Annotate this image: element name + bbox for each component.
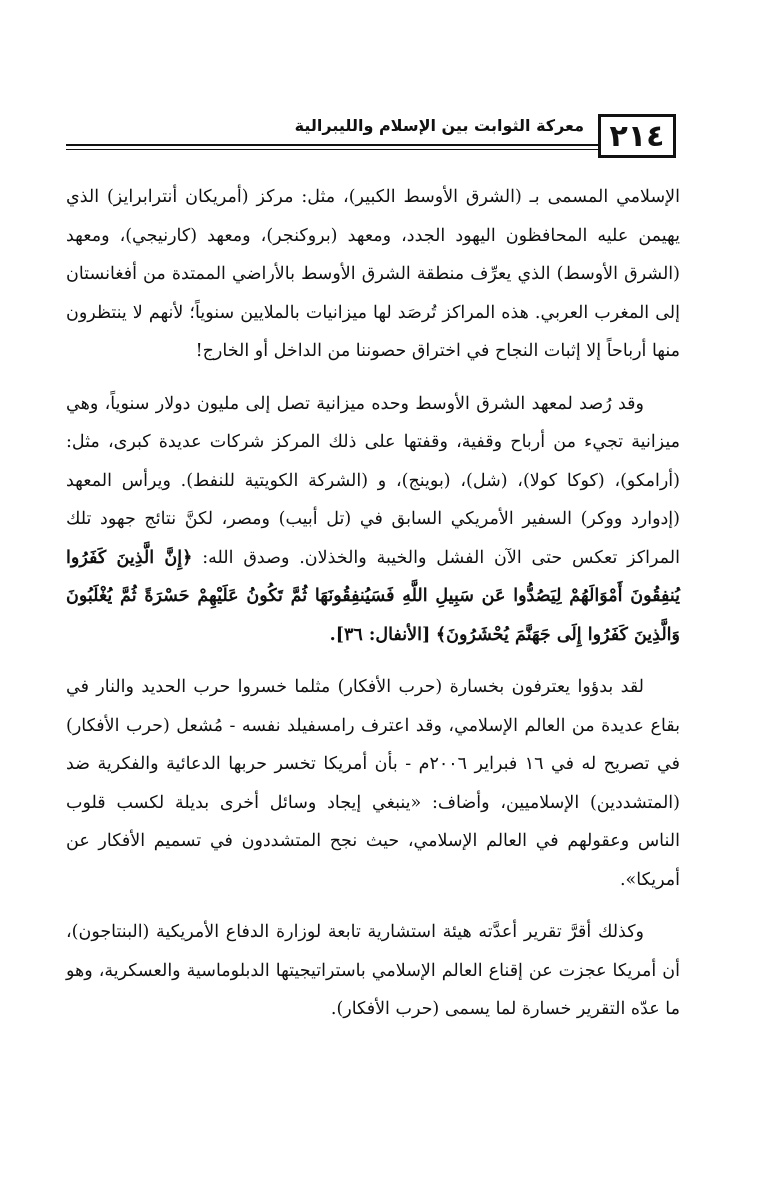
- surah-reference: [الأنفال: ٣٦].: [329, 624, 431, 645]
- header-rule-thin: [66, 149, 598, 150]
- paragraph-2-text: وقد رُصد لمعهد الشرق الأوسط وحده ميزانية تصل إلى مليون دولار سنوياً، وهي ميزانية تجيء من أرباح وقفية، وقفتها على ذلك المركز شركات عديدة كبرى، مثل: (أرامكو)، (كوكا كولا)، (شل)، (بوينج)، و (الشركة الكويتية للنفط). ويرأس المعهد (إدوارد ووكر) السفير الأمريكي السابق في (تل أبيب) ومصر، لكنَّ نتائج جهود تلك المراكز تعكس حتى الآن الفشل والخيبة والخذلان. وصدق الله:: [66, 393, 680, 568]
- page-body: [66, 178, 680, 1029]
- quran-verse: ﴿إِنَّ الَّذِينَ كَفَرُوا يُنفِقُونَ أَمْوَالَهُمْ لِيَصُدُّوا عَن سَبِيلِ اللَّهِ فَسَيُنفِقُونَهَا ثُمَّ تَكُونُ عَلَيْهِمْ حَسْرَةً ثُمَّ يُغْلَبُونَ وَالَّذِينَ كَفَرُوا إِلَى جَهَنَّمَ يُحْشَرُونَ﴾: [66, 547, 680, 645]
- book-title: معركة الثوابت بين الإسلام والليبرالية: [294, 116, 584, 135]
- paragraph-3: لقد بدؤوا يعترفون بخسارة (حرب الأفكار) مثلما خسروا حرب الحديد والنار في بقاع عديدة من العالم الإسلامي، وقد اعترف رامسفيلد نفسه - مُشعل (حرب الأفكار) في تصريح له في ١٦ فبراير ٢٠٠٦م - بأن أمريكا تخسر حربها الدعائية والفكرية ضد (المتشددين) الإسلاميين، وأضاف: «ينبغي إيجاد وسائل أخرى بديلة لكسب قلوب الناس وعقولهم في العالم الإسلامي، حيث نجح المتشددون في تسميم الأفكار عن أمريكا».: [66, 677, 680, 890]
- page-number: ٢١٤: [598, 114, 676, 158]
- paragraph-1: الإسلامي المسمى بـ (الشرق الأوسط الكبير)، مثل: مركز (أمريكان أنترابرايز) الذي يهيمن عليه المحافظون اليهود الجدد، ومعهد (بروكنجر)، ومعهد (كارنيجي)، ومعهد (الشرق الأوسط) الذي يعرِّف منطقة الشرق الأوسط بالأراضي الممتدة من أفغانستان إلى المغرب العربي. هذه المراكز تُرصَد لها ميزانيات بالملايين سنوياً؛ لأنهم لا ينتظرون منها أرباحاً إلا إثبات النجاح في اختراق حصوننا من الداخل أو الخارج!: [66, 187, 680, 361]
- header-rule: [66, 144, 598, 146]
- page-header: [66, 108, 676, 158]
- paragraph-2: [66, 385, 680, 655]
- paragraph-4: وكذلك أقرَّ تقرير أعدَّته هيئة استشارية تابعة لوزارة الدفاع الأمريكية (البنتاجون)، أن أمريكا عجزت عن إقناع العالم الإسلامي باستراتيجيتها الدبلوماسية والعسكرية، وهو ما عدّه التقرير خسارة لما يسمى (حرب الأفكار).: [66, 922, 680, 1019]
